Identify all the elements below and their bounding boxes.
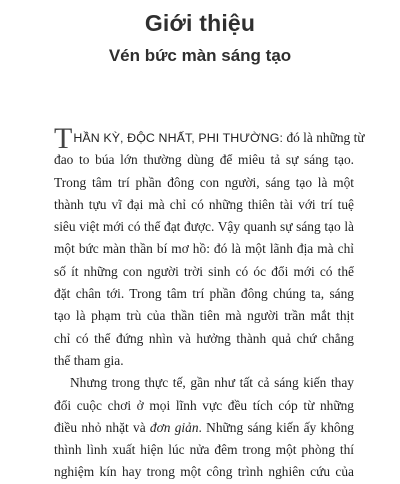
chapter-subtitle: Vén bức màn sáng tạo (108, 46, 292, 65)
paragraph-2-line-1: Nhưng trong thực tế, gần như tất cả sáng kiến thay (70, 375, 354, 391)
paragraph-2-line-3-end: . Những sáng kiến ấy không (198, 419, 354, 435)
paragraph-1-line-7: số ít những con người trời sinh có óc đổi mới có thể (54, 263, 354, 279)
drop-cap: T (54, 122, 73, 155)
body-text (54, 122, 365, 484)
paragraph-1-line-9: tạo là phạm trù của thần tiên mà người trần mắt thịt (54, 308, 354, 324)
emphasis-text: đơn giản (149, 419, 199, 435)
chapter-title: Giới thiệu (144, 10, 256, 36)
paragraph-1-line-10: chỉ có thể đứng nhìn và hưởng thành quả chứ chẳng (54, 330, 354, 346)
paragraph-1-line-11: thể tham gia. (54, 352, 124, 368)
paragraph-2-line-3 (54, 417, 354, 439)
paragraph-1-line-6: một bức màn thần bí mơ hồ: đó là một lãnh địa mà chỉ (54, 241, 354, 257)
paragraph-2-line-3-start: điều nhỏ nhặt và (54, 419, 150, 435)
paragraph-1-line-2: đao to búa lớn thường dùng để miêu tả sự sáng tạo. (54, 152, 354, 168)
paragraph-2-line-4: thình lình xuất hiện lúc nửa đêm trong một phòng thí (54, 442, 354, 458)
paragraph-1-line-1 (54, 122, 365, 155)
paragraph-2-line-5: nghiệm kín hay trong một công trình nghiên cứu của (54, 464, 354, 480)
paragraph-2-line-2: đổi cuộc chơi ở mọi lĩnh vực đều tích cóp từ những (54, 397, 354, 413)
paragraph-1-line-3: Trong tâm trí phần đông con người, sáng tạo là một (54, 174, 354, 190)
lead-in-caps: HẦN KỲ, ĐỘC NHẤT, PHI THƯỜNG: (73, 131, 284, 145)
paragraph-1-line-4: thành tựu vĩ đại mà chỉ có những thiên tài với trí tuệ (54, 196, 354, 212)
paragraph-1-line-1-rest: đó là những từ (283, 130, 365, 145)
paragraph-1-line-8: đặt chân tới. Trong tâm trí phần đông chúng ta, sáng (54, 286, 354, 302)
paragraph-1-line-5: siêu việt mới có thể đạt được. Vậy quanh sự sáng tạo là (54, 219, 354, 235)
